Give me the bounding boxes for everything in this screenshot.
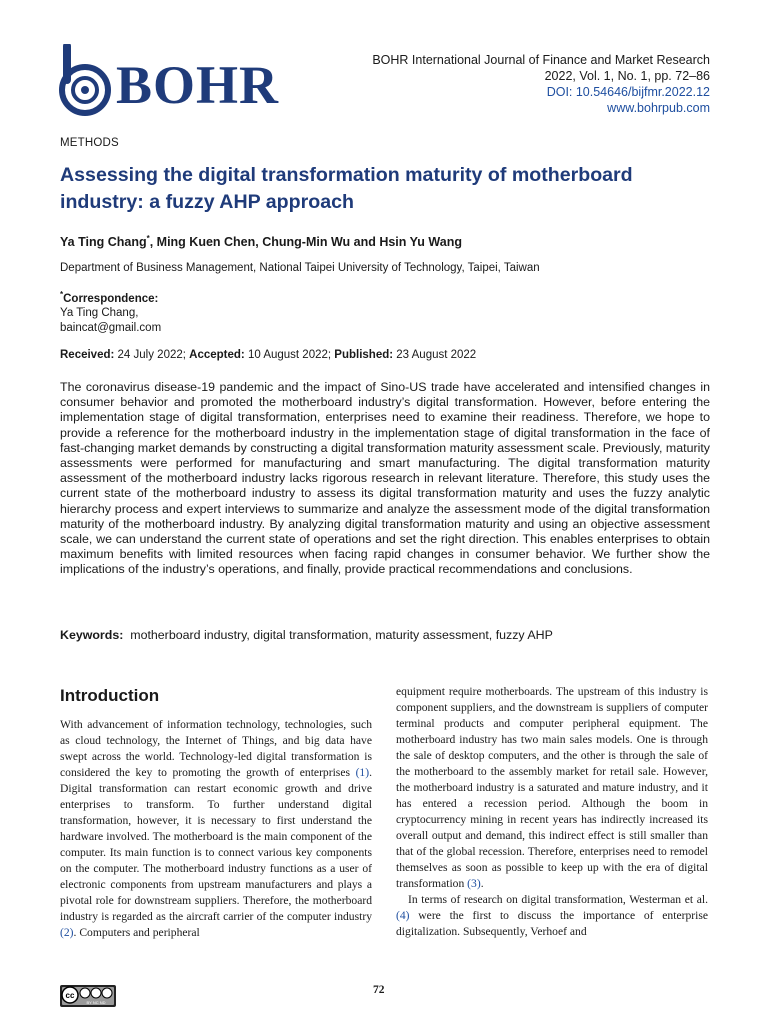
intro-paragraph-1-cont bbox=[396, 684, 708, 892]
author-list bbox=[60, 234, 462, 249]
cc-by-nc-nd-icon bbox=[60, 985, 116, 1007]
text-span: With advancement of information technology, technologies, such as cloud technology, the Internet of Things, and big data have swept across the world. Technology-led digital transformation is considered the key to promoting the growth of enterprises bbox=[60, 718, 372, 779]
correspondence-heading: Correspondence: bbox=[63, 292, 159, 305]
text-span: . Digital transformation can restart economic growth and drive enterprises to transform. To further understand digital transformation, however, it is necessary to first understand the hardware involved. The motherboard is the main component of the computer. Its main function is to connect various key components on the computer. The motherboard industry functions as a user of electronic components from upstream manufacturers and plays a pivotal role for downstream suppliers. Therefore, the motherboard industry is regarded as the aircraft carrier of the computer industry bbox=[60, 766, 372, 923]
correspondence-name: Ya Ting Chang, bbox=[60, 307, 139, 320]
cc-main-label: cc bbox=[65, 991, 75, 1000]
keywords bbox=[60, 628, 553, 642]
text-span: were the first to discuss the importance of enterprise digitalization. Subsequently, Verhoef and bbox=[396, 909, 708, 938]
keywords-text: motherboard industry, digital transformation, maturity assessment, fuzzy AHP bbox=[130, 628, 553, 642]
page-number: 72 bbox=[373, 984, 385, 996]
received-label: Received: bbox=[60, 349, 115, 361]
section-label: METHODS bbox=[60, 137, 119, 149]
body-column-right bbox=[396, 684, 708, 940]
other-authors: , Ming Kuen Chen, Chung-Min Wu and Hsin Yu Wang bbox=[149, 235, 462, 250]
corresponding-mark: * bbox=[146, 234, 150, 243]
intro-paragraph-1 bbox=[60, 717, 372, 941]
journal-name: BOHR International Journal of Finance and Market Research bbox=[372, 53, 710, 67]
body-column-left bbox=[60, 717, 372, 941]
bohr-logo-mark-icon bbox=[56, 44, 114, 116]
affiliation: Department of Business Management, National Taipei University of Technology, Taipei, Taiwan bbox=[60, 262, 540, 274]
keywords-label: Keywords: bbox=[60, 628, 124, 642]
citation-link[interactable]: (1) bbox=[355, 766, 370, 779]
cc-license-badge[interactable] bbox=[60, 985, 116, 1012]
citation-link[interactable]: (2) bbox=[60, 926, 74, 939]
received-date: 24 July 2022; bbox=[114, 349, 190, 361]
journal-issue: 2022, Vol. 1, No. 1, pp. 72–86 bbox=[544, 69, 710, 83]
first-author: Ya Ting Chang bbox=[60, 235, 147, 250]
intro-paragraph-2 bbox=[396, 892, 708, 940]
introduction-heading: Introduction bbox=[60, 686, 160, 705]
correspondence-mark: * bbox=[60, 290, 64, 299]
publication-dates bbox=[60, 349, 476, 361]
journal-info bbox=[372, 52, 710, 116]
paper-title: Assessing the digital transformation maturity of motherboard industry: a fuzzy AHP approach bbox=[60, 164, 633, 213]
cc-terms-label: BY NC ND bbox=[86, 1000, 106, 1005]
logo-text: BOHR bbox=[116, 55, 280, 115]
published-label: Published: bbox=[334, 349, 394, 361]
correspondence-email[interactable]: baincat@gmail.com bbox=[60, 321, 162, 334]
published-date: 23 August 2022 bbox=[393, 349, 477, 361]
text-span: equipment require motherboards. The upstream of this industry is component suppliers, and the downstream is suppliers of computer terminal products and computer peripheral equipment. The motherboard industry has two main sales models. One is through the sale of desktop computers, and the other is through the sale of the motherboard to the assembly market for retail sale. However, the motherboard industry is a saturated and mature industry, and it has entered a recession period. Although the boom in cryptocurrency mining in recent years has indirectly increased its overall output and demand, this indirect effect is still smaller than that of the global recession. Therefore, enterprises need to remodel themselves as soon as possible to keep up with the era of digital transformation bbox=[396, 685, 708, 890]
text-span: In terms of research on digital transformation, Westerman et al. bbox=[408, 893, 708, 906]
doi-link[interactable]: DOI: 10.54646/bijfmr.2022.12 bbox=[546, 85, 710, 99]
correspondence-block bbox=[60, 288, 161, 335]
citation-link[interactable]: (4) bbox=[396, 909, 410, 922]
bohr-logo[interactable] bbox=[56, 44, 279, 116]
accepted-label: Accepted: bbox=[189, 349, 245, 361]
abstract: The coronavirus disease-19 pandemic and the impact of Sino-US trade have accelerated and intensified changes in consumer behavior and promoted the motherboard industry’s digital transformation. However, before entering the implementation stage of digital transformation, enterprises need to examine their readiness. Therefore, we hope to provide a reference for the motherboard industry in the implementation stage of digital transformation in the face of fast-changing market demands by constructing a digital transformation maturity assessment scale. Previously, maturity assessments were performed for manufacturing and smart manufacturing. The digital transformation maturity assessment of the motherboard industry lacks rigorous research in relevant literature. Therefore, this study uses the current state of the motherboard industry to assess its digital transformation maturity and uses the fuzzy analytic hierarchy process and expert interviews to summarize and analyze the assessment mode of the digital transformation maturity of the motherboard industry. By analyzing digital transformation maturity and using an objective assessment scale, we can understand the current state of operations and set the right direction. This enables enterprises to obtain maximum benefits with limited resources when facing rapid changes in consumer behavior. We further show the implications of the industry’s operations, and finally, provide practical recommendations and conclusions. bbox=[60, 380, 710, 577]
journal-url-link[interactable]: www.bohrpub.com bbox=[607, 101, 710, 115]
text-span: . Computers and peripheral bbox=[73, 926, 200, 939]
text-span: . bbox=[480, 877, 484, 890]
citation-link[interactable]: (3) bbox=[467, 877, 481, 890]
accepted-date: 10 August 2022; bbox=[244, 349, 335, 361]
